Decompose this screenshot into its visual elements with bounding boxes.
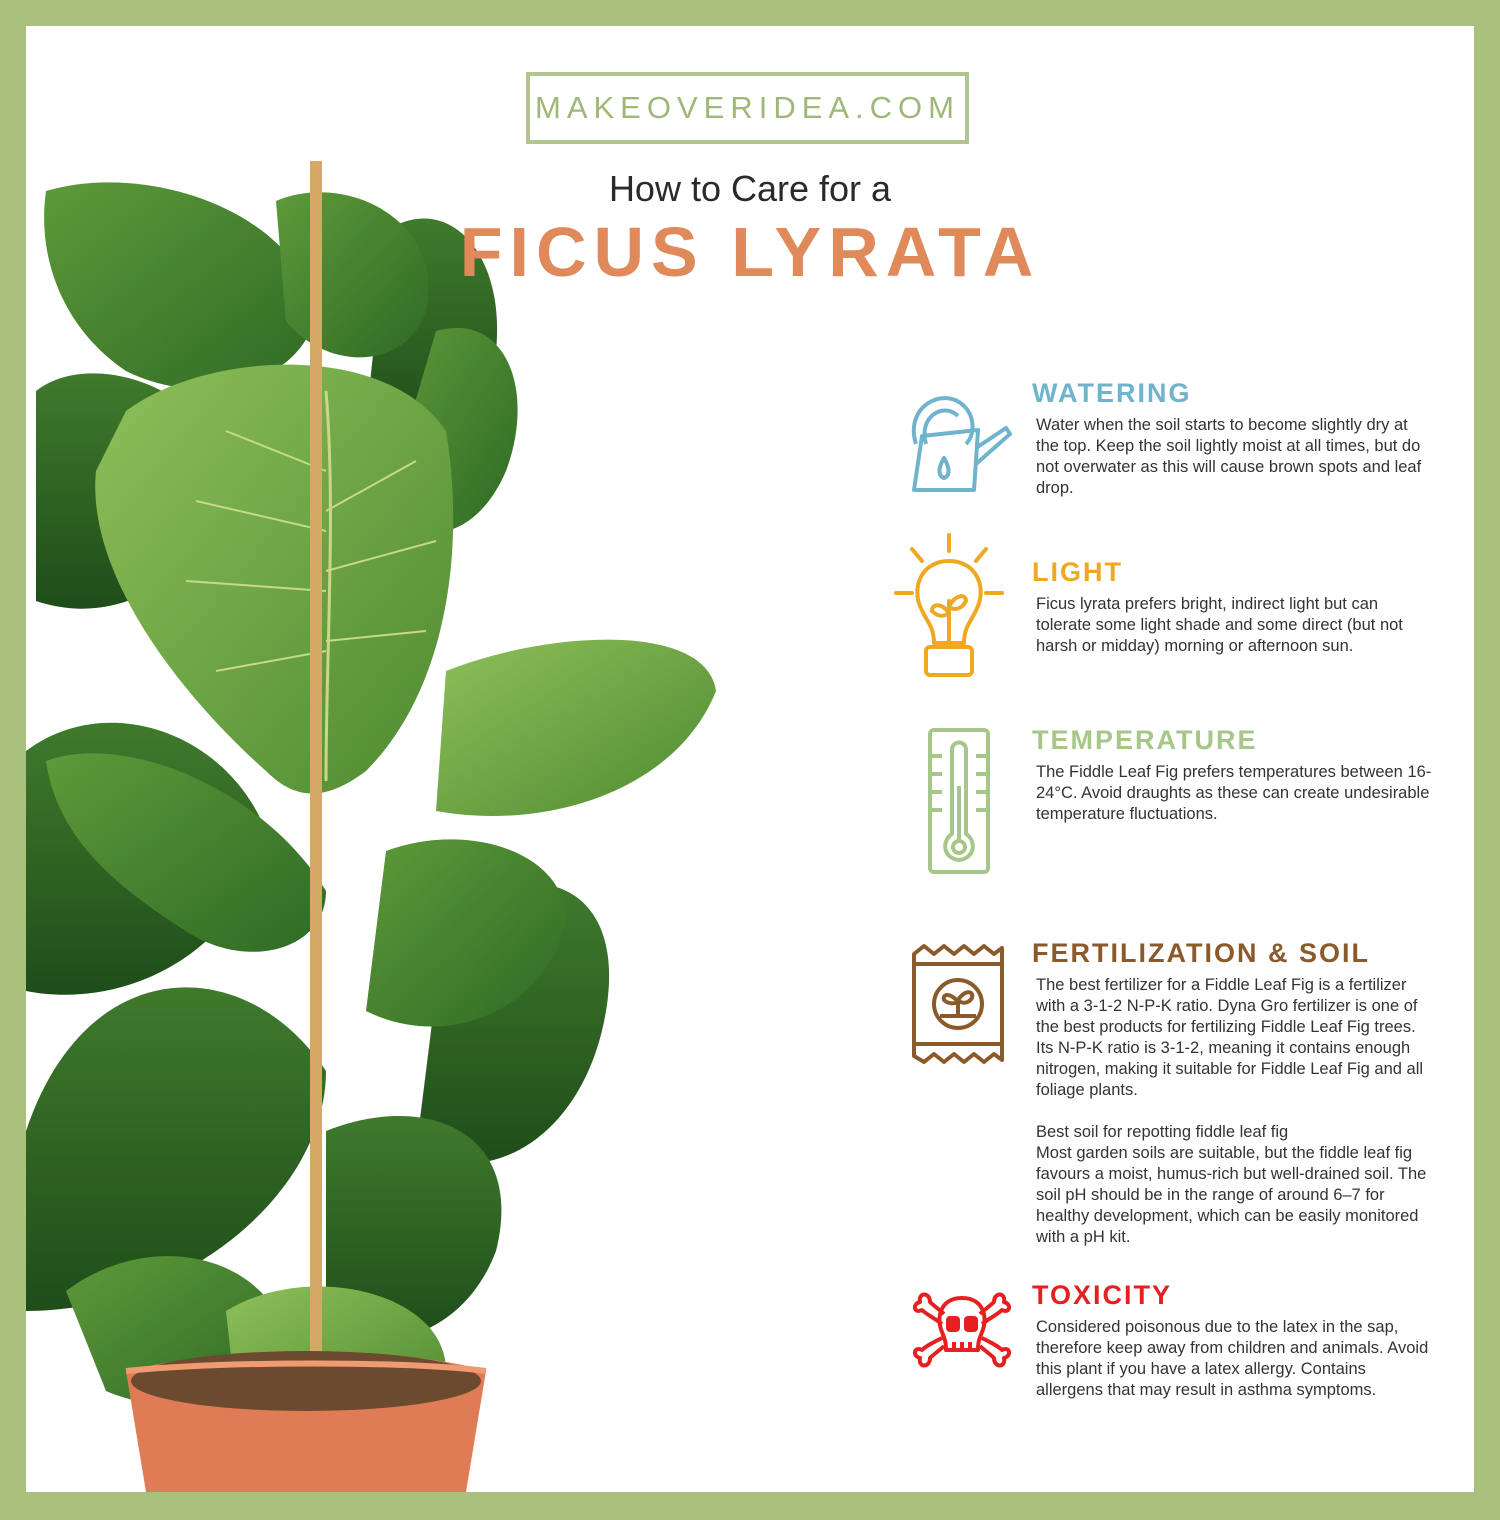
brand-box (526, 72, 969, 144)
fiddle-leaf-fig-illustration (26, 131, 726, 1492)
watering-title: WATERING (1032, 378, 1192, 408)
page-subtitle: How to Care for a (608, 168, 892, 209)
thermometer-icon (926, 726, 992, 876)
section-watering (1032, 378, 1432, 499)
section-fertilization (1032, 938, 1432, 1248)
section-light (1032, 557, 1432, 657)
light-title: LIGHT (1032, 557, 1123, 587)
toxicity-title: TOXICITY (1032, 1280, 1173, 1310)
skull-crossbones-icon (912, 1284, 1012, 1368)
infographic-card (26, 26, 1474, 1492)
watering-body: Water when the soil starts to become slightly dry at the top. Keep the soil lightly moist at all times, but do not overwater as this will cause brown spots and leaf drop. (1036, 416, 1422, 497)
watering-can-icon (904, 386, 1014, 496)
section-toxicity (1032, 1280, 1432, 1401)
light-body: Ficus lyrata prefers bright, indirect light but can tolerate some light shade and some direct (but not harsh or midday) morning or afternoon sun. (1036, 595, 1403, 655)
temperature-title: TEMPERATURE (1032, 725, 1258, 755)
seed-packet-icon (910, 942, 1006, 1066)
light-bulb-icon (892, 531, 1006, 681)
fertilization-body: The best fertilizer for a Fiddle Leaf Fig is a fertilizer with a 3-1-2 N-P-K ratio. Dyna Gro fertilizer is one of the best products for fertilizing Fiddle Leaf Fig trees. Its N-P-K ratio is 3-1-2, meaning it contains enough nitrogen, making it suitable for Fiddle Leaf Fig and all foliage plants. Best soil for repotting fiddle leaf fig Most garden soils are suitable, but the fiddle leaf fig favours a moist, humus-rich but well-drained soil. The soil pH should be in the range of around 6–7 for healthy development, which can be easily monitored with a pH kit. (1036, 976, 1427, 1246)
brand-text: MAKEOVERIDEA.COM (535, 90, 960, 125)
toxicity-body: Considered poisonous due to the latex in the sap, therefore keep away from children and animals. Avoid this plant if you have a latex allergy. Contains allergens that may result in asthma symptoms. (1036, 1318, 1429, 1399)
fertilization-title: FERTILIZATION & SOIL (1032, 938, 1370, 968)
page-title: FICUS LYRATA (459, 213, 1041, 291)
temperature-body: The Fiddle Leaf Fig prefers temperatures between 16-24°C. Avoid draughts as these can create undesirable temperature fluctuations. (1036, 763, 1432, 823)
section-temperature (1032, 725, 1432, 825)
